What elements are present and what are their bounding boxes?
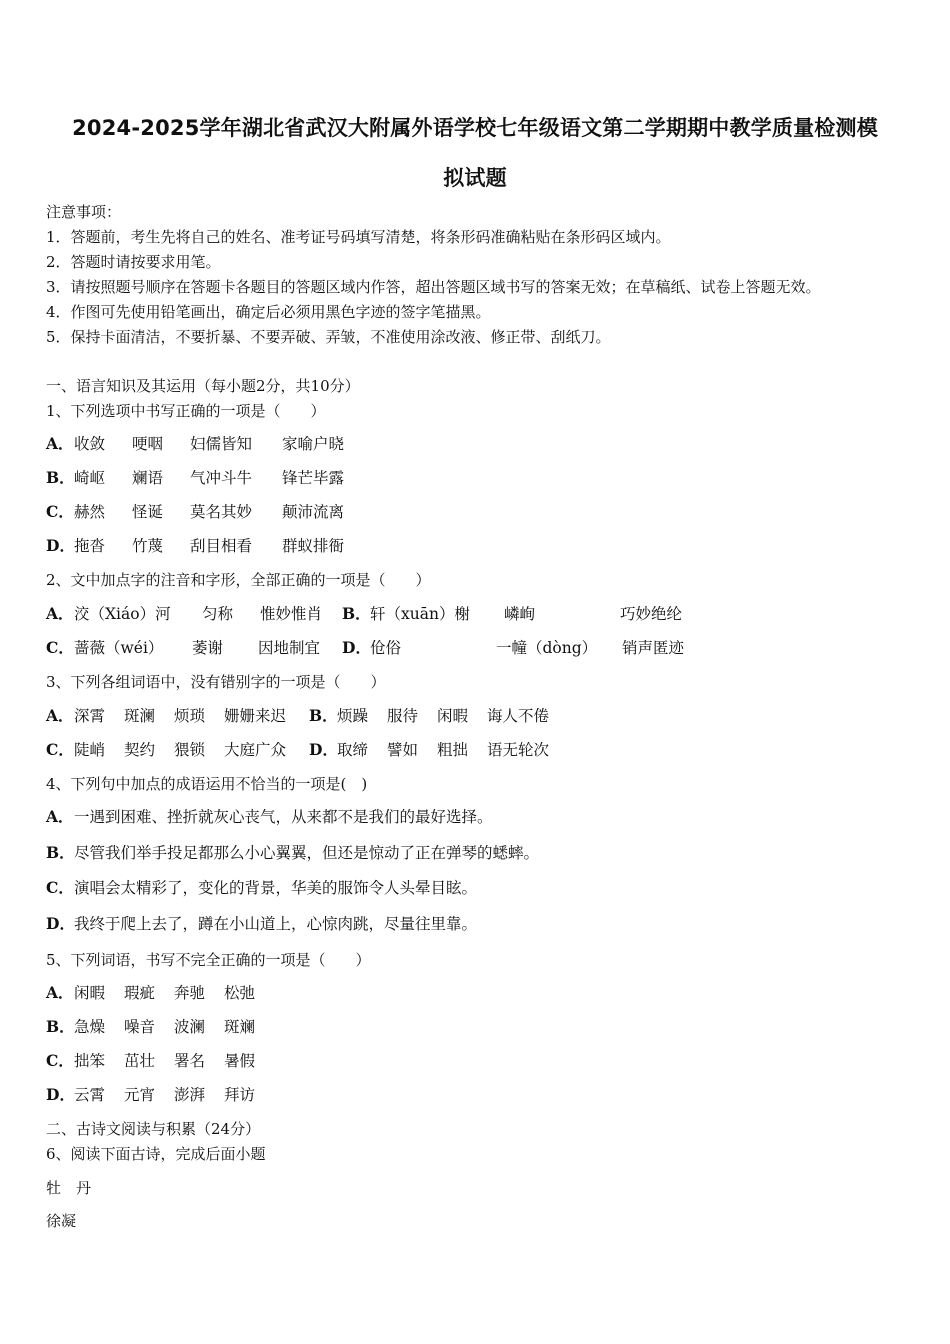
q1-option-b: B．崎岖 斓语 气冲斗牛 锋芒毕露	[46, 468, 345, 487]
notice-heading: 注意事项：	[46, 203, 122, 221]
option-label: D．	[46, 536, 75, 555]
exam-title-line2: 拟试题	[443, 166, 507, 190]
q5-option-b: B．急燥 噪音 波澜 斑斓	[46, 1017, 256, 1036]
poem-author: 徐凝	[46, 1212, 77, 1230]
q2-option-c: C．蔷薇（wéi） 萎谢 因地制宜	[46, 638, 321, 657]
q4-option-a: A．一遇到困难、挫折就灰心丧气，从来都不是我们的最好选择。	[46, 807, 493, 826]
section-2-heading: 二、古诗文阅读与积累（24分）	[46, 1120, 261, 1138]
exam-title-line1: 2024-2025学年湖北省武汉大附属外语学校七年级语文第二学期期中教学质量检测模	[72, 116, 878, 140]
notice-item-1: 1．答题前，考生先将自己的姓名、准考证号码填写清楚，将条形码准确粘贴在条形码区域内。	[46, 228, 671, 246]
q5-option-c: C．拙笨 茁壮 署名 暑假	[46, 1051, 256, 1070]
option-label: C．	[46, 502, 74, 521]
option-label: A．	[46, 434, 74, 453]
q1-option-d: D．拖沓 竹蔑 刮目相看 群蚁排衙	[46, 536, 345, 555]
q2-option-d: D．伧俗 一幢（dòng） 销声匿迹	[342, 638, 685, 657]
q6-stem: 6、阅读下面古诗，完成后面小题	[46, 1145, 266, 1163]
q5-option-d: D．云霄 元宵 澎湃 拜访	[46, 1085, 256, 1104]
q2-option-b: B．轩（xuān）榭 嶙峋 巧妙绝纶	[342, 604, 683, 623]
notice-item-4: 4．作图可先使用铅笔画出，确定后必须用黑色字迹的签字笔描黑。	[46, 303, 491, 321]
q4-option-b: B．尽管我们举手投足都那么小心翼翼，但还是惊动了正在弹琴的蟋蟀。	[46, 843, 540, 862]
q4-stem: 4、下列句中加点的成语运用不恰当的一项是( )	[46, 775, 368, 793]
q3-stem: 3、下列各组词语中，没有错别字的一项是（ ）	[46, 673, 386, 691]
q1-stem: 1、下列选项中书写正确的一项是（ ）	[46, 402, 326, 420]
q1-option-a: A．收敛 哽咽 妇儒皆知 家喻户晓	[46, 434, 345, 453]
q3-option-b: B．烦躁 服待 闲暇 诲人不倦	[309, 706, 550, 725]
section-1-heading: 一、语言知识及其运用（每小题2分，共10分）	[46, 377, 360, 395]
notice-item-2: 2．答题时请按要求用笔。	[46, 253, 221, 271]
q3-option-a: A．深霄 斑澜 烦琐 姗姗来迟	[46, 706, 287, 725]
q1-option-c: C．赫然 怪诞 莫名其妙 颠沛流离	[46, 502, 345, 521]
q2-option-a: A．洨（Xiáo）河 匀称 惟妙惟肖	[46, 604, 323, 623]
q3-option-d: D．取缔 譬如 粗拙 语无轮次	[309, 740, 550, 759]
q2-stem: 2、文中加点字的注音和字形，全部正确的一项是（ ）	[46, 571, 431, 589]
notice-item-5: 5．保持卡面清洁，不要折暴、不要弄破、弄皱，不准使用涂改液、修正带、刮纸刀。	[46, 328, 611, 346]
q4-option-d: D．我终于爬上去了，蹲在小山道上，心惊肉跳，尽量往里靠。	[46, 914, 478, 933]
q3-option-c: C．陡峭 契约 猥锁 大庭广众	[46, 740, 287, 759]
option-label: B．	[46, 468, 75, 487]
q5-stem: 5、下列词语，书写不完全正确的一项是（ ）	[46, 951, 371, 969]
poem-title: 牡 丹	[46, 1179, 92, 1197]
q4-option-c: C．演唱会太精彩了，变化的背景，华美的服饰令人头晕目眩。	[46, 878, 478, 897]
notice-item-3: 3．请按照题号顺序在答题卡各题目的答题区域内作答，超出答题区域书写的答案无效；在草稿纸、试卷上答题无效。	[46, 278, 821, 296]
q5-option-a: A．闲暇 瑕疵 奔驰 松弛	[46, 983, 256, 1002]
